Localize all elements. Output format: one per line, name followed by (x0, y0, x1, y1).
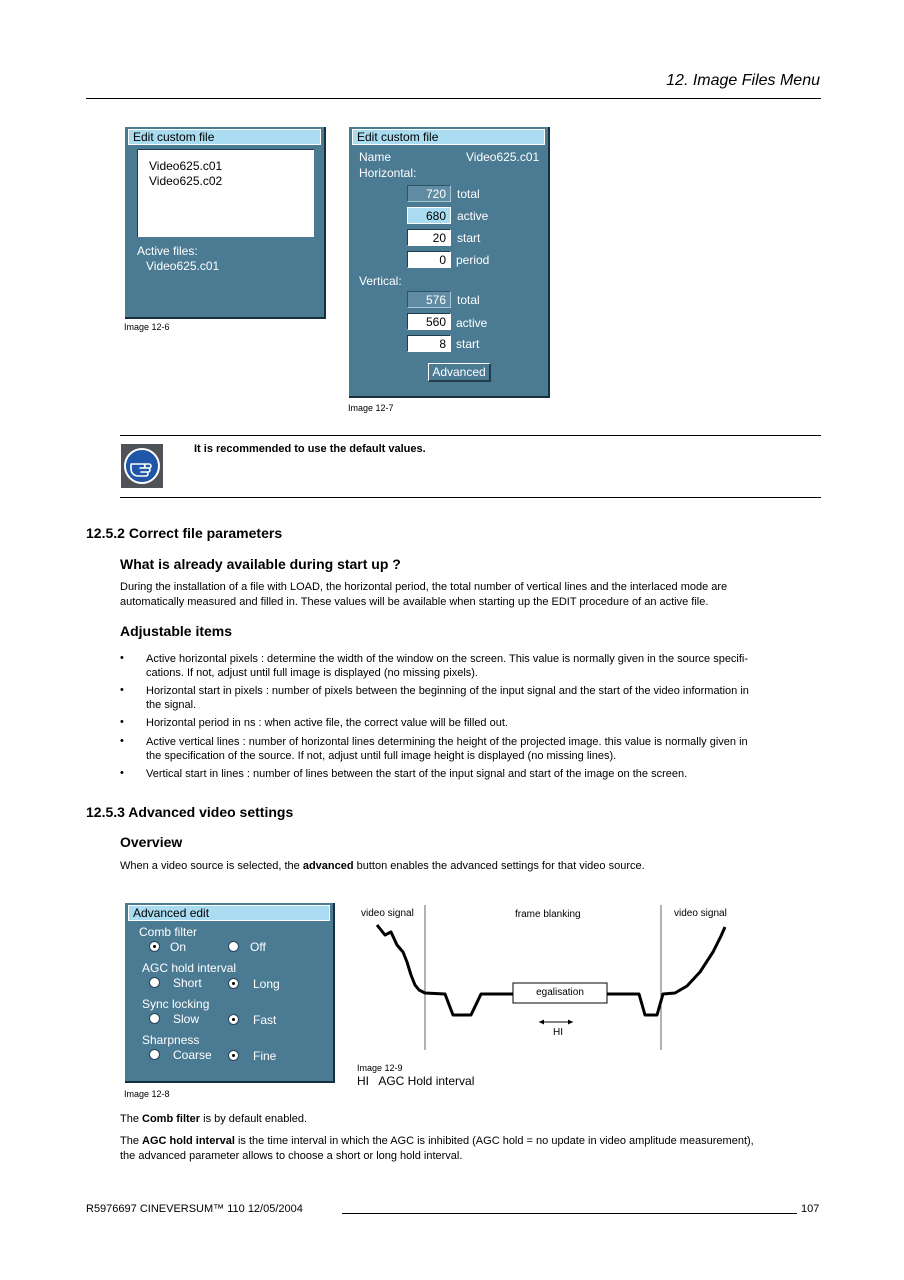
active-file-value: Video625.c01 (146, 259, 220, 273)
bullet-item: Active horizontal pixels : determine the width of the window on the screen. This value is normally given in the source specifi- (146, 653, 749, 665)
sync-fast-radio[interactable] (228, 1014, 239, 1025)
vertical-label: Vertical: (359, 274, 402, 288)
bullet-marker: • (120, 735, 124, 747)
sharp-fine-radio[interactable] (228, 1050, 239, 1061)
bullet-marker: • (120, 684, 124, 696)
footer-doc-info: R5976697 CINEVERSUM™ 110 12/05/2004 (86, 1203, 303, 1215)
h-start-label: start (457, 231, 481, 245)
right-video-signal-label: video signal (674, 908, 727, 919)
hi-arrow-left-head (539, 1020, 544, 1025)
left-video-signal-label: video signal (361, 908, 414, 919)
sharp-coarse-label: Coarse (173, 1048, 212, 1062)
advanced-edit-dialog (125, 903, 335, 1083)
v-start-field[interactable]: 8 (407, 335, 451, 352)
h-total-field: 720 (407, 185, 451, 202)
v-active-label: active (456, 316, 488, 330)
bullet-marker: • (120, 652, 124, 664)
dialog-title: Edit custom file (128, 129, 321, 145)
dialog-title: Edit custom file (352, 129, 545, 145)
hi-arrow-right-head (568, 1020, 573, 1025)
agc-long-radio[interactable] (228, 978, 239, 989)
file-list-item[interactable]: Video625.c02 (149, 174, 223, 188)
image-caption: Image 12-9 (357, 1063, 403, 1073)
bullet-item: Vertical start in lines : number of lines between the start of the input signal and start of the image on the screen. (146, 768, 688, 780)
page-number: 107 (801, 1203, 820, 1215)
name-value: Video625.c01 (466, 150, 540, 164)
sync-slow-radio[interactable] (149, 1013, 160, 1024)
horizontal-label: Horizontal: (359, 166, 417, 180)
agc-short-label: Short (173, 976, 202, 990)
bullet-item: Horizontal period in ns : when active file, the correct value will be filled out. (146, 717, 508, 729)
file-list-item[interactable]: Video625.c01 (149, 159, 223, 173)
bullet-item: Active vertical lines : number of horizontal lines determining the height of the projected image. this value is normally given in (146, 736, 748, 748)
comb-off-radio[interactable] (228, 941, 239, 952)
paragraph-start-up-l2: automatically measured and filled in. These values will be available when starting up the EDIT procedure of an active file. (120, 596, 709, 608)
paragraph-agc-hold-l2: the advanced parameter allows to choose a short or long hold interval. (120, 1150, 463, 1162)
paragraph-start-up-l1: During the installation of a file with LOAD, the horizontal period, the total number of vertical lines and the interlaced mode are (120, 581, 728, 593)
comb-on-radio[interactable] (149, 941, 160, 952)
bullet-item: Horizontal start in pixels : number of pixels between the beginning of the input signal and the start of the video information in (146, 685, 749, 697)
comb-off-label: Off (250, 940, 266, 954)
h-period-label: period (456, 253, 490, 267)
comb-on-label: On (170, 940, 187, 954)
section-heading-1252: 12.5.2 Correct file parameters (86, 525, 283, 541)
section-heading-1253: 12.5.3 Advanced video settings (86, 804, 294, 820)
hi-label: HI (553, 1027, 563, 1038)
sync-locking-label: Sync locking (142, 997, 210, 1011)
sync-fast-label: Fast (253, 1013, 277, 1027)
paragraph-comb-filter: The Comb filter is by default enabled. (120, 1113, 308, 1125)
image-caption: Image 12-8 (124, 1089, 170, 1099)
v-start-label: start (456, 337, 480, 351)
frame-blanking-label: frame blanking (515, 909, 581, 920)
edit-custom-file-dialog-list (125, 127, 326, 319)
note-bottom-rule (120, 497, 821, 498)
agc-short-radio[interactable] (149, 977, 160, 988)
advanced-button[interactable]: Advanced (428, 363, 491, 382)
h-total-label: total (457, 187, 480, 201)
bullet-item-cont: cations. If not, adjust until full image is displayed (no missing pixels). (146, 667, 478, 679)
subheading-overview: Overview (120, 834, 183, 850)
active-files-label: Active files: (137, 244, 198, 258)
paragraph-agc-hold-l1: The AGC hold interval is the time interval in which the AGC is inhibited (AGC hold = no update in video amplitude measurement), (120, 1135, 754, 1147)
image-caption: Image 12-7 (348, 403, 394, 413)
subheading-start-up: What is already available during start up ? (120, 556, 401, 572)
image-caption: Image 12-6 (124, 322, 170, 332)
subheading-adjustable: Adjustable items (120, 623, 233, 639)
chapter-title: 12. Image Files Menu (666, 72, 820, 89)
bullet-item-cont: the specification of the source. If not, adjust until full image height is displayed (no missing lines). (146, 750, 617, 762)
diagram-legend: HI AGC Hold interval (357, 1074, 475, 1088)
sync-slow-label: Slow (173, 1012, 200, 1026)
bullet-marker: • (120, 767, 124, 779)
header-rule (86, 98, 821, 99)
agc-hold-label: AGC hold interval (142, 961, 237, 975)
note-text: It is recommended to use the default values. (194, 443, 426, 455)
sharp-coarse-radio[interactable] (149, 1049, 160, 1060)
agc-long-label: Long (253, 977, 280, 991)
comb-filter-label: Comb filter (139, 925, 198, 939)
v-total-field: 576 (407, 291, 451, 308)
bullet-item-cont: the signal. (146, 699, 197, 711)
v-total-label: total (457, 293, 480, 307)
file-listbox[interactable] (137, 149, 314, 237)
pointing-hand-icon (121, 444, 163, 488)
h-active-field[interactable]: 680 (407, 207, 451, 224)
paragraph-overview: When a video source is selected, the advanced button enables the advanced settings for that video source. (120, 860, 645, 872)
note-top-rule (120, 435, 821, 436)
agc-hold-diagram (355, 900, 735, 1065)
h-active-label: active (457, 209, 489, 223)
h-period-field[interactable]: 0 (407, 251, 451, 268)
dialog-title: Advanced edit (128, 905, 330, 921)
v-active-field[interactable]: 560 (407, 313, 451, 330)
bullet-marker: • (120, 716, 124, 728)
sharp-fine-label: Fine (253, 1049, 277, 1063)
name-label: Name (359, 150, 392, 164)
footer-rule (342, 1213, 797, 1214)
h-start-field[interactable]: 20 (407, 229, 451, 246)
sharpness-label: Sharpness (142, 1033, 200, 1047)
edit-custom-file-dialog-params (349, 127, 550, 398)
egalisation-label: egalisation (536, 987, 584, 998)
